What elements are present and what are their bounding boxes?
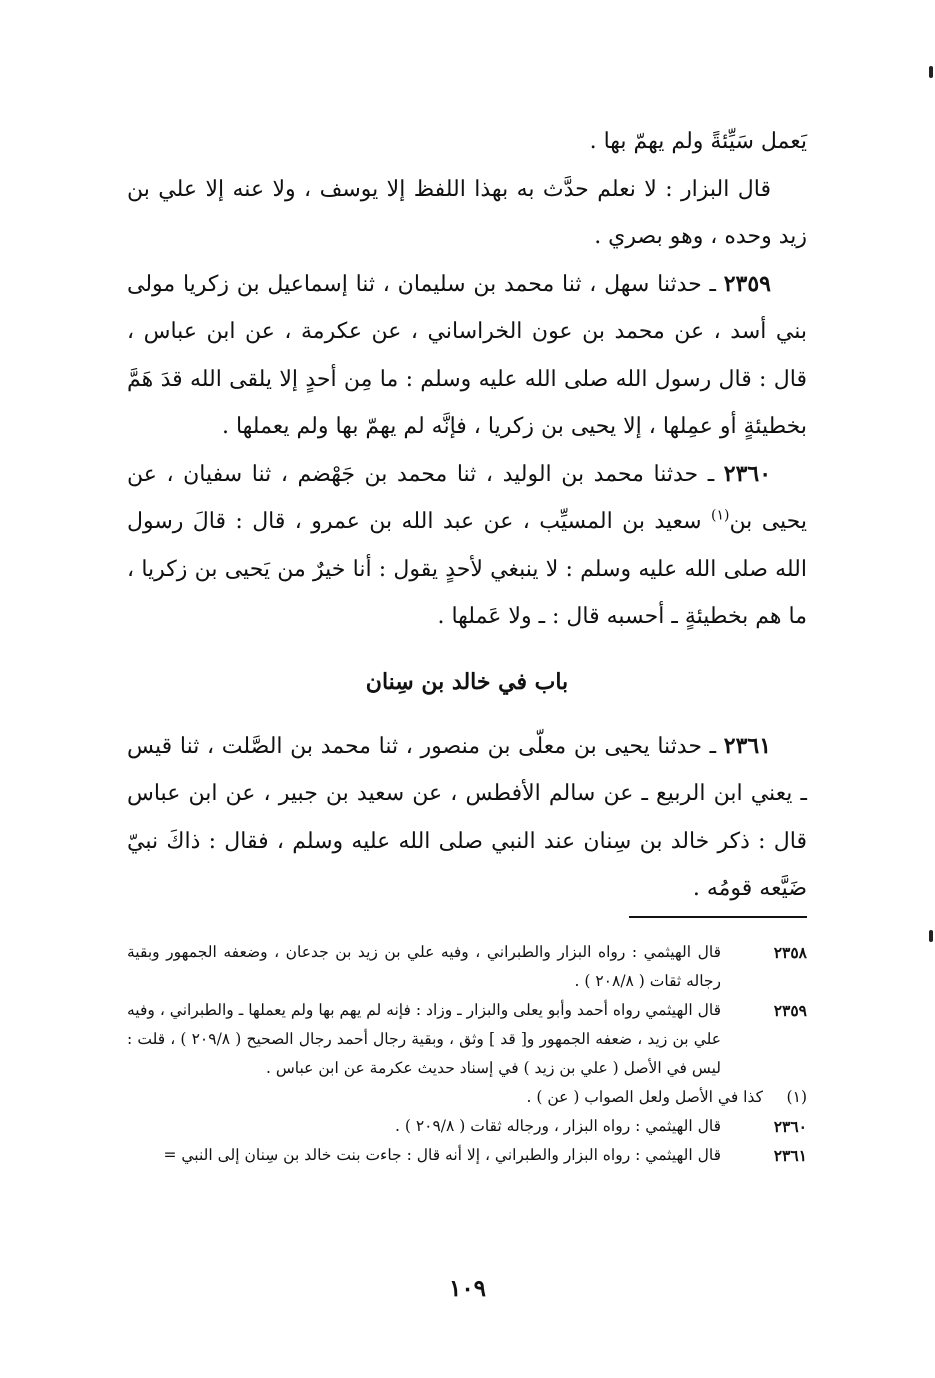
footnote-number: (١) — [786, 1088, 807, 1106]
hadith-text: سعيد بن المسيِّب ، عن عبد الله بن عمرو ، قال : قالَ رسول الله صلى الله عليه وسلم : لا ينبغي لأحدٍ يقول : أنا خيرٌ من يَحيى بن زكريا ، ما هم بخطيئةٍ ـ أحسبه قال : ـ ولا عَملها . — [127, 509, 807, 629]
footnote-text: قال الهيثمي : رواه البزار والطبراني ، وفيه علي بن زيد بن جدعان ، وضعفه الجمهور وبقية رجاله ثقات ( ٢٠٨/٨ ) . — [127, 943, 721, 990]
hadith-2360 — [127, 451, 807, 641]
hadith-number: ٢٣٦١ — [723, 732, 772, 759]
footnote-number: ٢٣٦٠ — [773, 1117, 807, 1136]
scan-edge-mark — [929, 66, 933, 78]
hadith-2361 — [127, 723, 807, 913]
footnote-2359 — [127, 996, 807, 1083]
hadith-text: ـ حدثنا سهل ، ثنا محمد بن سليمان ، ثنا إسماعيل بن زكريا مولى بني أسد ، عن محمد بن عون الخراساني ، عن عكرمة ، عن ابن عباس ، قال : قال رسول الله صلى الله عليه وسلم : ما مِن أحدٍ إلا يلقى الله قدَ هَمَّ بخطيئةٍ أو عمِلها ، إلا يحيى بن زكريا ، فإنَّه لم يهمّ بها ولم يعملها . — [127, 271, 807, 439]
bazzar-comment: قال البزار : لا نعلم حدَّث به بهذا اللفظ إلا يوسف ، ولا عنه إلا علي بن زيد وحده ، وهو بصري . — [127, 176, 807, 249]
hadith-number: ٢٣٦٠ — [723, 460, 772, 487]
scan-edge-mark — [929, 930, 933, 942]
page-number: ١٠٩ — [448, 1275, 487, 1302]
footnote-number: ٢٣٥٨ — [773, 943, 807, 962]
continuation-line: يَعمل سَيِّئةً ولم يهمّ بها . — [589, 129, 807, 154]
hadith-number: ٢٣٥٩ — [723, 270, 771, 297]
footnote-text: كذا في الأصل ولعل الصواب ( عن ) . — [526, 1088, 763, 1106]
hadith-2359 — [127, 261, 807, 451]
footnote-text: قال الهيثمي : رواه البزار ، ورجاله ثقات ( ٢٠٩/٨ ) . — [394, 1117, 721, 1135]
footnote-separator — [629, 916, 807, 918]
footnotes — [127, 938, 807, 1170]
hadith-text: ـ حدثنا يحيى بن معلّى بن منصور ، ثنا محمد بن الصَّلت ، ثنا قيس ـ يعني ابن الربيع ـ عن سالم الأفطس ، عن سعيد بن جبير ، عن ابن عباس قال : ذكر خالد بن سِنان عند النبي صلى الله عليه وسلم ، فقال : ذاكَ نبيّ ضَيَّعه قومُه . — [127, 733, 807, 901]
chapter-heading: باب في خالد بن سِنان — [365, 668, 569, 695]
footnote-reference: (١) — [710, 507, 730, 524]
main-text — [127, 118, 807, 913]
footnote-2360 — [127, 1112, 807, 1141]
footnote-2361 — [127, 1141, 807, 1170]
footnote-1 — [127, 1083, 807, 1112]
footnote-text: قال الهيثمي : رواه البزار والطبراني ، إلا أنه قال : جاءت بنت خالد بن سِنان إلى النبي = — [163, 1146, 721, 1164]
footnote-number: ٢٣٦١ — [773, 1146, 807, 1165]
footnote-text: قال الهيثمي رواه أحمد وأبو يعلى والبزار ـ وزاد : فإنه لم يهم بها ولم يعملها ـ والطبراني ، وفيه علي بن زيد ، ضعفه الجمهور و[ قد ] وثق ، وبقية رجال أحمد رجال الصحيح ( ٢٠٩/٨ ) ، قلت : ليس في الأصل ( علي بن زيد ) في إسناد حديث عكرمة عن ابن عباس . — [127, 1001, 721, 1077]
hadith-text: ـ حدثنا محمد بن الوليد ، ثنا محمد بن جَهْضم ، ثنا سفيان ، عن يحيى بن — [127, 461, 807, 534]
footnote-2358 — [127, 938, 807, 996]
footnote-number: ٢٣٥٩ — [773, 1001, 807, 1020]
